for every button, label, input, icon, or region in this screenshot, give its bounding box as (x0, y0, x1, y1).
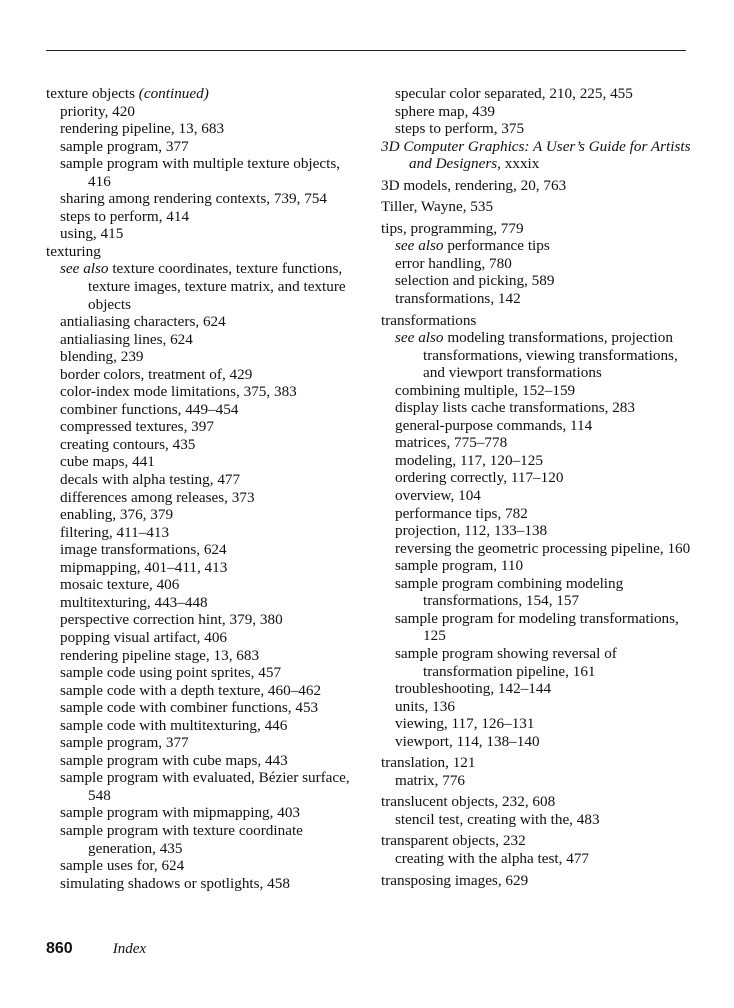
index-subentry (46, 190, 364, 208)
entry-text: texture coordinates, texture functions, texture images, texture matrix, and texture objects (88, 260, 346, 313)
index-subentry (46, 103, 364, 121)
entry-text: steps to perform, 414 (60, 207, 190, 225)
italic-prefix: see also (395, 329, 444, 347)
index-subentry (381, 850, 701, 868)
entry-text: rendering pipeline stage, 13, 683 (60, 646, 260, 664)
index-subentry (46, 401, 364, 419)
index-subentry (381, 645, 701, 680)
entry-text: stencil test, creating with the, 483 (395, 810, 600, 828)
italic-prefix: see also (60, 260, 109, 278)
index-subentry (381, 272, 701, 290)
entry-text: general-purpose commands, 114 (395, 416, 593, 434)
index-subentry (381, 680, 701, 698)
index-subentry (46, 366, 364, 384)
entry-text: creating with the alpha test, 477 (395, 849, 590, 867)
entry-text: Tiller, Wayne, 535 (381, 198, 494, 216)
index-subentry (381, 434, 701, 452)
index-entry (381, 793, 701, 811)
entry-text: sample code with a depth texture, 460–462 (60, 681, 322, 699)
index-subentry (46, 822, 364, 857)
index-subentry (46, 348, 364, 366)
entry-text: sample program with texture coordinate generation, 435 (60, 821, 303, 857)
index-subentry (46, 699, 364, 717)
index-entry (46, 243, 364, 261)
index-subentry (46, 594, 364, 612)
entry-text: popping visual artifact, 406 (60, 628, 228, 646)
index-subentry (46, 804, 364, 822)
index-subentry (46, 418, 364, 436)
index-subentry (381, 399, 701, 417)
index-subentry (381, 469, 701, 487)
entry-text: viewing, 117, 126–131 (395, 715, 535, 733)
index-subentry (46, 875, 364, 893)
index-subentry (46, 647, 364, 665)
index-entry (46, 85, 364, 103)
entry-text: mosaic texture, 406 (60, 576, 180, 594)
index-subentry (381, 120, 701, 138)
entry-text: matrices, 775–778 (395, 434, 508, 452)
entry-text: sample code with multitexturing, 446 (60, 716, 288, 734)
index-subentry (46, 769, 364, 804)
entry-text: simulating shadows or spotlights, 458 (60, 874, 290, 892)
entry-text: sample code with combiner functions, 453 (60, 699, 319, 717)
index-subentry (381, 610, 701, 645)
entry-text: projection, 112, 133–138 (395, 522, 548, 540)
entry-text: overview, 104 (395, 487, 481, 505)
index-subentry (381, 733, 701, 751)
entry-text: xxxix (500, 155, 540, 173)
index-subentry (381, 487, 701, 505)
index-subentry (381, 772, 701, 790)
page-footer (46, 940, 146, 958)
entry-text: sample program, 110 (395, 557, 524, 575)
index-subentry (46, 208, 364, 226)
entry-text: using, 415 (60, 225, 124, 243)
index-entry (381, 220, 701, 238)
entry-text: transparent objects, 232 (381, 832, 526, 850)
entry-text: modeling, 117, 120–125 (395, 451, 543, 469)
entry-text: translucent objects, 232, 608 (381, 793, 556, 811)
index-subentry (46, 664, 364, 682)
index-subentry (381, 557, 701, 575)
index-subentry (46, 120, 364, 138)
entry-text: image transformations, 624 (60, 541, 227, 559)
index-subentry (46, 857, 364, 875)
index-subentry (46, 611, 364, 629)
index-subentry (381, 382, 701, 400)
index-subentry (381, 452, 701, 470)
entry-text: tips, programming, 779 (381, 219, 524, 237)
entry-text: sample program with cube maps, 443 (60, 751, 288, 769)
index-subentry (46, 489, 364, 507)
entry-text: specular color separated, 210, 225, 455 (395, 85, 633, 102)
page-number: 860 (46, 940, 73, 957)
index-column-left (46, 85, 364, 892)
index-entry (381, 872, 701, 890)
entry-text: sample program, 377 (60, 734, 189, 752)
entry-text: texture objects (46, 85, 139, 102)
entry-text: creating contours, 435 (60, 435, 196, 453)
entry-text: transformations (381, 311, 477, 329)
entry-text: sample program with evaluated, Bézier surface, 548 (60, 769, 350, 804)
index-subentry (381, 522, 701, 540)
entry-text: texturing (46, 242, 101, 260)
index-subentry (381, 811, 701, 829)
running-head: Index (112, 941, 147, 957)
entry-text: performance tips, 782 (395, 504, 528, 522)
index-subentry (46, 155, 364, 190)
index-subentry (46, 524, 364, 542)
entry-text: border colors, treatment of, 429 (60, 365, 253, 383)
entry-text: 3D models, rendering, 20, 763 (381, 176, 567, 194)
entry-text: sample program with multiple texture objects, 416 (60, 155, 341, 190)
index-subentry (46, 260, 364, 313)
italic-prefix: 3D Computer Graphics: A User’s Guide for Artists and Designers, (381, 137, 691, 173)
entry-text: sample program, 377 (60, 137, 189, 155)
index-subentry (46, 383, 364, 401)
index-subentry (381, 329, 701, 382)
entry-text: enabling, 376, 379 (60, 506, 174, 524)
entry-text: display lists cache transformations, 283 (395, 399, 635, 417)
index-entry (381, 138, 701, 173)
entry-text: blending, 239 (60, 348, 144, 366)
entry-text: combining multiple, 152–159 (395, 381, 576, 399)
index-subentry (46, 717, 364, 735)
index-subentry (46, 313, 364, 331)
entry-text: transformations, 142 (395, 290, 521, 308)
index-subentry (46, 576, 364, 594)
index-subentry (46, 752, 364, 770)
entry-text: matrix, 776 (395, 771, 466, 789)
index-entry (381, 832, 701, 850)
entry-text: sample program for modeling transformations, 125 (395, 609, 679, 645)
entry-text: sharing among rendering contexts, 739, 754 (60, 190, 327, 208)
entry-text: troubleshooting, 142–144 (395, 680, 552, 698)
index-entry (381, 198, 701, 216)
index-subentry (46, 559, 364, 577)
index-subentry (46, 734, 364, 752)
entry-text: sample program combining modeling transformations, 154, 157 (395, 574, 624, 610)
index-subentry (381, 540, 701, 558)
index-subentry (46, 225, 364, 243)
entry-text: combiner functions, 449–454 (60, 400, 239, 418)
entry-text: sample program showing reversal of transformation pipeline, 161 (395, 644, 617, 680)
entry-text: sphere map, 439 (395, 102, 495, 120)
index-entry (381, 177, 701, 195)
index-subentry (46, 682, 364, 700)
entry-text: steps to perform, 375 (395, 120, 525, 138)
entry-text: compressed textures, 397 (60, 418, 214, 436)
entry-text: sample program with mipmapping, 403 (60, 804, 301, 822)
index-subentry (381, 255, 701, 273)
entry-text: units, 136 (395, 697, 455, 715)
entry-text: viewport, 114, 138–140 (395, 732, 540, 750)
index-column-right (381, 85, 701, 889)
index-subentry (46, 138, 364, 156)
index-subentry (381, 103, 701, 121)
entry-text: multitexturing, 443–448 (60, 593, 208, 611)
index-subentry (381, 575, 701, 610)
entry-text: filtering, 411–413 (60, 523, 170, 541)
entry-text: translation, 121 (381, 754, 476, 772)
index-subentry (46, 453, 364, 471)
index-subentry (381, 417, 701, 435)
entry-text: ordering correctly, 117–120 (395, 469, 564, 487)
index-subentry (46, 331, 364, 349)
entry-text: differences among releases, 373 (60, 488, 255, 506)
index-subentry (381, 290, 701, 308)
index-entry (381, 754, 701, 772)
entry-text: cube maps, 441 (60, 453, 155, 471)
entry-text: antialiasing characters, 624 (60, 313, 226, 331)
index-subentry (46, 471, 364, 489)
entry-text: perspective correction hint, 379, 380 (60, 611, 283, 629)
index-entry (381, 312, 701, 330)
index-subentry (381, 237, 701, 255)
entry-text: selection and picking, 589 (395, 272, 555, 290)
entry-text: error handling, 780 (395, 254, 512, 272)
continued-label: (continued) (138, 85, 209, 102)
entry-text: color-index mode limitations, 375, 383 (60, 383, 297, 401)
index-subentry (381, 715, 701, 733)
index-subentry (381, 85, 701, 103)
index-subentry (46, 506, 364, 524)
index-subentry (381, 698, 701, 716)
entry-text: reversing the geometric processing pipeline, 160 (395, 539, 691, 557)
entry-text: sample code using point sprites, 457 (60, 664, 282, 682)
entry-text: transposing images, 629 (381, 871, 529, 889)
entry-text: antialiasing lines, 624 (60, 330, 193, 348)
entry-text: modeling transformations, projection transformations, viewing transformations, and viewport transformations (423, 329, 678, 382)
top-rule (46, 50, 686, 51)
index-subentry (381, 505, 701, 523)
entry-text: decals with alpha testing, 477 (60, 471, 241, 489)
entry-text: rendering pipeline, 13, 683 (60, 120, 225, 138)
index-subentry (46, 436, 364, 454)
entry-text: priority, 420 (60, 102, 135, 120)
italic-prefix: see also (395, 237, 444, 255)
entry-text: mipmapping, 401–411, 413 (60, 558, 228, 576)
index-subentry (46, 541, 364, 559)
entry-text: sample uses for, 624 (60, 857, 185, 875)
index-subentry (46, 629, 364, 647)
entry-text: performance tips (443, 237, 550, 255)
